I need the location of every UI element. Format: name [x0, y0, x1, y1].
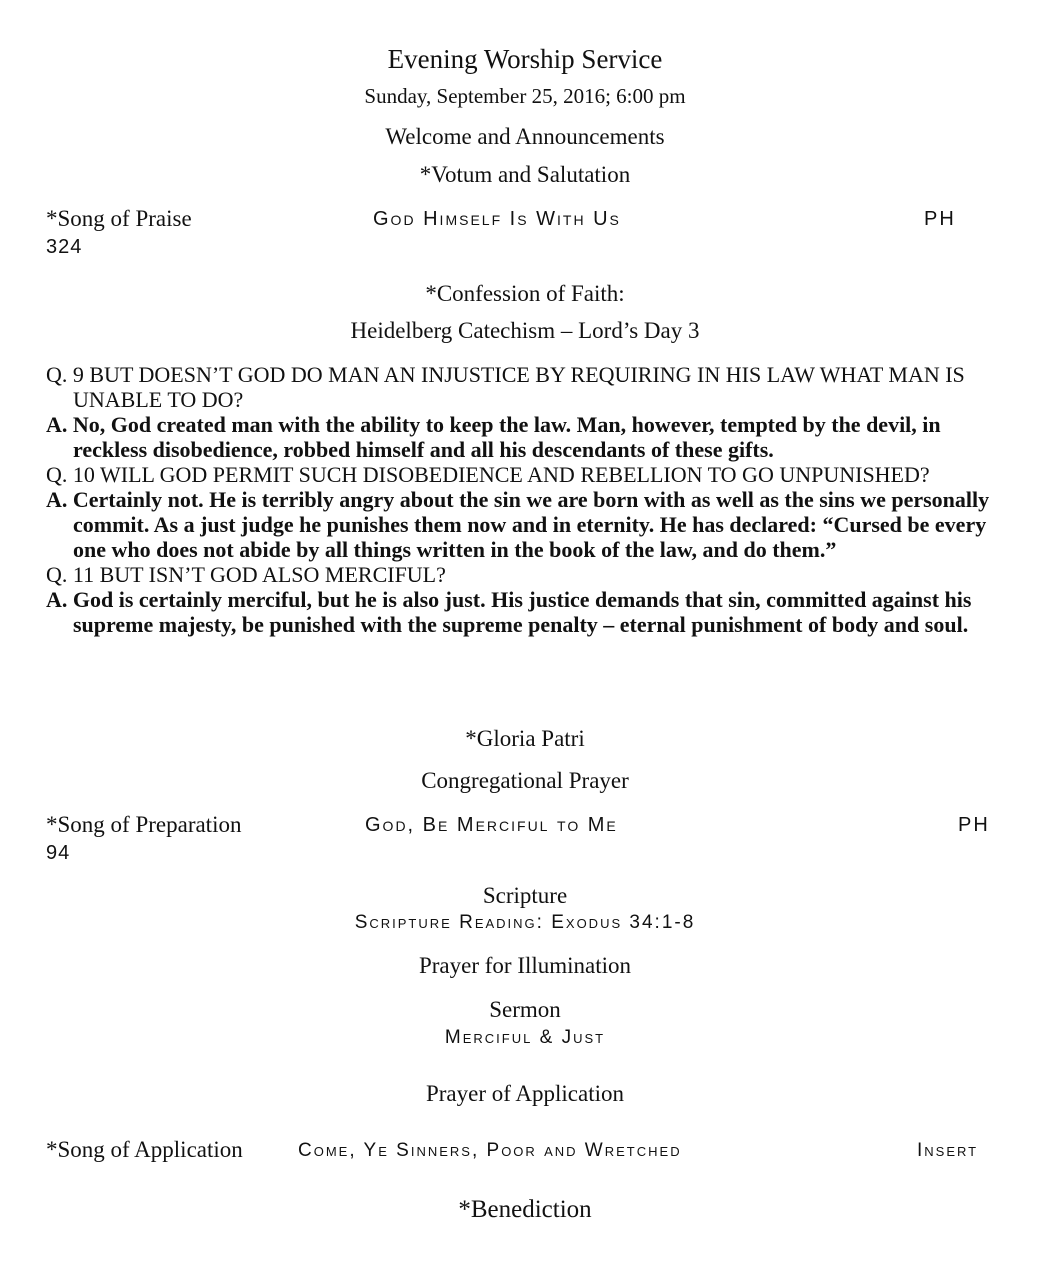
sermon-title: Merciful & Just [444, 1027, 606, 1048]
song-of-application-label: *Song of Application [46, 1137, 243, 1162]
benediction-heading: *Benediction [458, 1196, 592, 1223]
song-of-preparation-number: 94 [46, 842, 71, 864]
song-of-praise-number: 324 [46, 236, 83, 258]
song-of-praise-label: *Song of Praise [46, 206, 192, 231]
question-11: Q. 11 BUT ISN’T GOD ALSO MERCIFUL? [46, 562, 446, 587]
song-of-praise-title: God Himself Is With Us [373, 208, 621, 230]
service-date: Sunday, September 25, 2016; 6:00 pm [364, 84, 686, 108]
votum-heading: *Votum and Salutation [419, 162, 631, 187]
song-of-praise-source: PH [924, 208, 956, 230]
confession-heading: *Confession of Faith: [425, 281, 625, 306]
scripture-heading: Scripture [482, 883, 568, 908]
answer-10: A. Certainly not. He is terribly angry about the sin we are born with as well as the sins we personally commit. As a just judge he punishes them now and in eternity. He has declared: “Cursed be every one who does not abide by all things written in the book of the law, and do them.” [46, 487, 990, 562]
illumination-heading: Prayer for Illumination [418, 953, 632, 978]
song-of-application-title: Come, Ye Sinners, Poor and Wretched [298, 1140, 682, 1161]
prayer-of-application-heading: Prayer of Application [425, 1081, 624, 1106]
congregational-prayer-heading: Congregational Prayer [421, 768, 629, 793]
song-of-preparation-source: PH [958, 814, 990, 836]
song-of-application-source: Insert [917, 1140, 979, 1161]
answer-11: A. God is certainly merciful, but he is also just. His justice demands that sin, committed against his supreme majesty, be punished with the supreme penalty – eternal punishment of body and soul. [46, 587, 972, 637]
welcome-heading: Welcome and Announcements [385, 124, 665, 149]
song-of-preparation-label: *Song of Preparation [46, 812, 242, 837]
page-title: Evening Worship Service [387, 44, 663, 74]
catechism-heading: Heidelberg Catechism – Lord’s Day 3 [350, 318, 700, 343]
question-9: Q. 9 BUT DOESN’T GOD DO MAN AN INJUSTICE BY REQUIRING IN HIS LAW WHAT MAN IS UNABLE TO DO? [46, 362, 965, 412]
answer-9: A. No, God created man with the ability to keep the law. Man, however, tempted by the devil, in reckless disobedience, robbed himself and all his descendants of these gifts. [46, 412, 941, 462]
question-10: Q. 10 WILL GOD PERMIT SUCH DISOBEDIENCE AND REBELLION TO GO UNPUNISHED? [46, 462, 930, 487]
gloria-patri-heading: *Gloria Patri [465, 726, 585, 751]
scripture-reading: Scripture Reading: Exodus 34:1-8 [354, 912, 696, 933]
catechism-qa [46, 362, 1006, 637]
song-of-preparation-title: God, Be Merciful to Me [365, 814, 618, 836]
sermon-heading: Sermon [489, 997, 561, 1022]
